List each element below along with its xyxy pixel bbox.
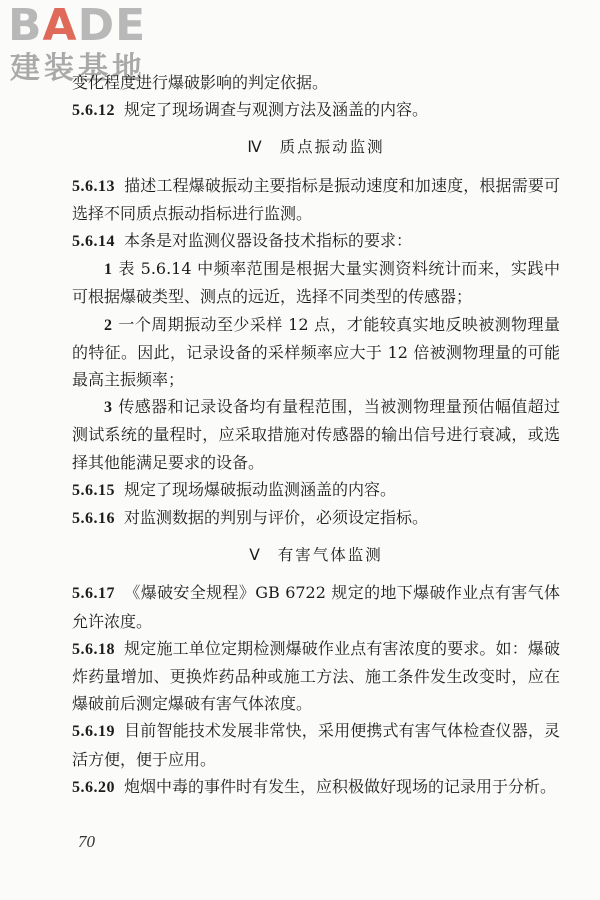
list-item-2: 2 一个周期振动至少采样 12 点，才能较真实地反映被测物理量的特征。因此，记录设备的采样频率应大于 12 倍被测物理量的可能最高主振频率； — [72, 314, 560, 390]
section-heading-5: Ⅴ 有害气体监测 — [249, 546, 383, 565]
section-heading-4: Ⅳ 质点振动监测 — [247, 138, 385, 157]
clause-5-6-20: 5.6.20 炮烟中毒的事件时有发生，应积极做好现场的记录用于分析。 — [72, 776, 557, 796]
clause-5-6-12: 5.6.12 规定了现场调查与观测方法及涵盖的内容。 — [72, 100, 429, 120]
page-body — [72, 69, 560, 801]
clause-5-6-17: 5.6.17 《爆破安全规程》GB 6722 规定的地下爆破作业点有害气体允许浓度。 — [72, 583, 560, 631]
intro-line: 变化程度进行爆破影响的判定依据。 — [72, 73, 329, 92]
clause-5-6-13: 5.6.13 描述工程爆破振动主要指标是振动速度和加速度，根据需要可选择不同质点振动指标进行监测。 — [72, 175, 560, 223]
clause-5-6-16: 5.6.16 对监测数据的判别与评价，必须设定指标。 — [72, 508, 429, 528]
clause-5-6-15: 5.6.15 规定了现场爆破振动监测涵盖的内容。 — [72, 479, 397, 499]
page-number: 70 — [78, 832, 95, 851]
clause-5-6-19: 5.6.19 目前智能技术发展非常快，采用便携式有害气体检查仪器，灵活方便，便于应用。 — [72, 721, 560, 769]
clause-5-6-18: 5.6.18 规定施工单位定期检测爆破作业点有害浓度的要求。如：爆破炸药量增加、更换炸药品种或施工方法、施工条件发生改变时，应在爆破前后测定爆破有害气体浓度。 — [72, 638, 560, 714]
list-item-3: 3 传感器和记录设备均有量程范围，当被测物理量预估幅值超过测试系统的量程时，应采取措施对传感器的输出信号进行衰减，或选择其他能满足要求的设备。 — [72, 397, 560, 472]
clause-5-6-14: 5.6.14 本条是对监测仪器设备技术指标的要求： — [72, 231, 413, 251]
list-item-1: 1 表 5.6.14 中频率范围是根据大量实测资料统计而来，实践中可根据爆破类型、测点的远近，选择不同类型的传感器； — [72, 259, 560, 307]
watermark-brand: BADE — [8, 0, 147, 51]
watermark-subtitle: 建装基地 — [10, 51, 146, 86]
